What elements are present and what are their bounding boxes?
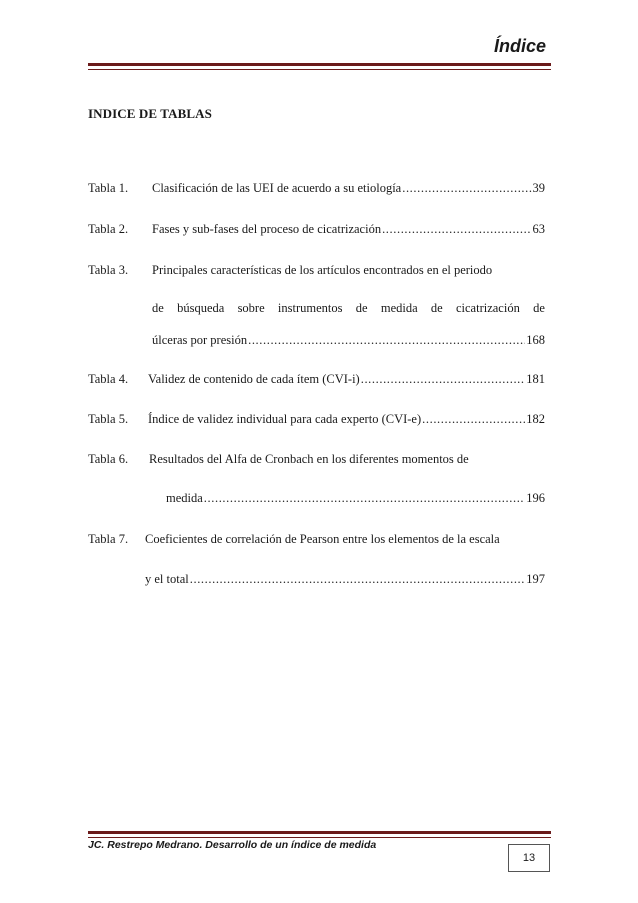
toc-entry-text[interactable]: Coeficientes de correlación de Pearson entre los elementos de la escala (145, 532, 500, 546)
word: de (355, 301, 368, 315)
word: de (533, 301, 545, 315)
dot-leader (190, 572, 526, 587)
toc-entry-text: y el total (145, 572, 189, 586)
toc-entry[interactable] (145, 572, 545, 587)
toc-page-number: 197 (526, 572, 545, 586)
footer-author-title: JC. Restrepo Medrano. Desarrollo de un índice de medida (88, 839, 377, 851)
toc-entry[interactable] (166, 491, 545, 506)
dot-leader (402, 181, 531, 196)
footer-rule-thin (88, 837, 551, 838)
dot-leader (422, 412, 525, 427)
dot-leader (248, 333, 525, 348)
toc-entry-text: Índice de validez individual para cada experto (CVI-e) (148, 412, 422, 426)
toc-label: Tabla 3. (88, 263, 129, 277)
toc-page-number: 39 (532, 181, 545, 195)
toc-label: Tabla 1. (88, 181, 129, 195)
section-title: INDICE DE TABLAS (88, 106, 212, 121)
word: búsqueda (177, 301, 225, 315)
word: de (430, 301, 443, 315)
toc-entry[interactable] (148, 412, 545, 427)
dot-leader (361, 372, 526, 387)
toc-label: Tabla 2. (88, 222, 129, 236)
toc-entry[interactable] (152, 222, 545, 237)
dot-leader (204, 491, 525, 506)
toc-entry[interactable] (152, 181, 545, 196)
footer-rule (88, 831, 551, 834)
toc-page-number: 181 (526, 372, 545, 386)
toc-label: Tabla 6. (88, 452, 129, 466)
word: medida (380, 301, 418, 315)
toc-entry[interactable] (148, 372, 545, 387)
toc-entry-text[interactable]: Principales características de los artículos encontrados en el periodo (152, 263, 493, 277)
toc-page-number: 63 (532, 222, 545, 236)
dot-leader (382, 222, 531, 237)
toc-page-number: 182 (526, 412, 545, 426)
header-rule (88, 63, 551, 66)
toc-label: Tabla 5. (88, 412, 129, 426)
word: cicatrización (455, 301, 520, 315)
toc-entry-text: Clasificación de las UEI de acuerdo a su etiología (152, 181, 402, 195)
word: de (152, 301, 164, 315)
toc-page-number: 168 (526, 333, 545, 347)
toc-entry[interactable] (152, 333, 545, 348)
toc-entry-text: úlceras por presión (152, 333, 248, 347)
page-number: 13 (522, 852, 536, 864)
word: sobre (237, 301, 265, 315)
toc-entry-text[interactable]: Resultados del Alfa de Cronbach en los diferentes momentos de (149, 452, 469, 466)
toc-label: Tabla 4. (88, 372, 129, 386)
page-header-title: Índice (493, 36, 546, 56)
toc-entry-text: Validez de contenido de cada ítem (CVI-i) (148, 372, 360, 386)
word: instrumentos (277, 301, 343, 315)
toc-page-number: 196 (526, 491, 545, 505)
header-rule-thin (88, 69, 551, 70)
toc-label: Tabla 7. (88, 532, 129, 546)
page-number-box (508, 844, 550, 872)
toc-entry-text: Fases y sub-fases del proceso de cicatrización (152, 222, 382, 236)
toc-entry-text: medida (166, 491, 203, 505)
toc-entry-text-justified[interactable] (152, 301, 545, 316)
